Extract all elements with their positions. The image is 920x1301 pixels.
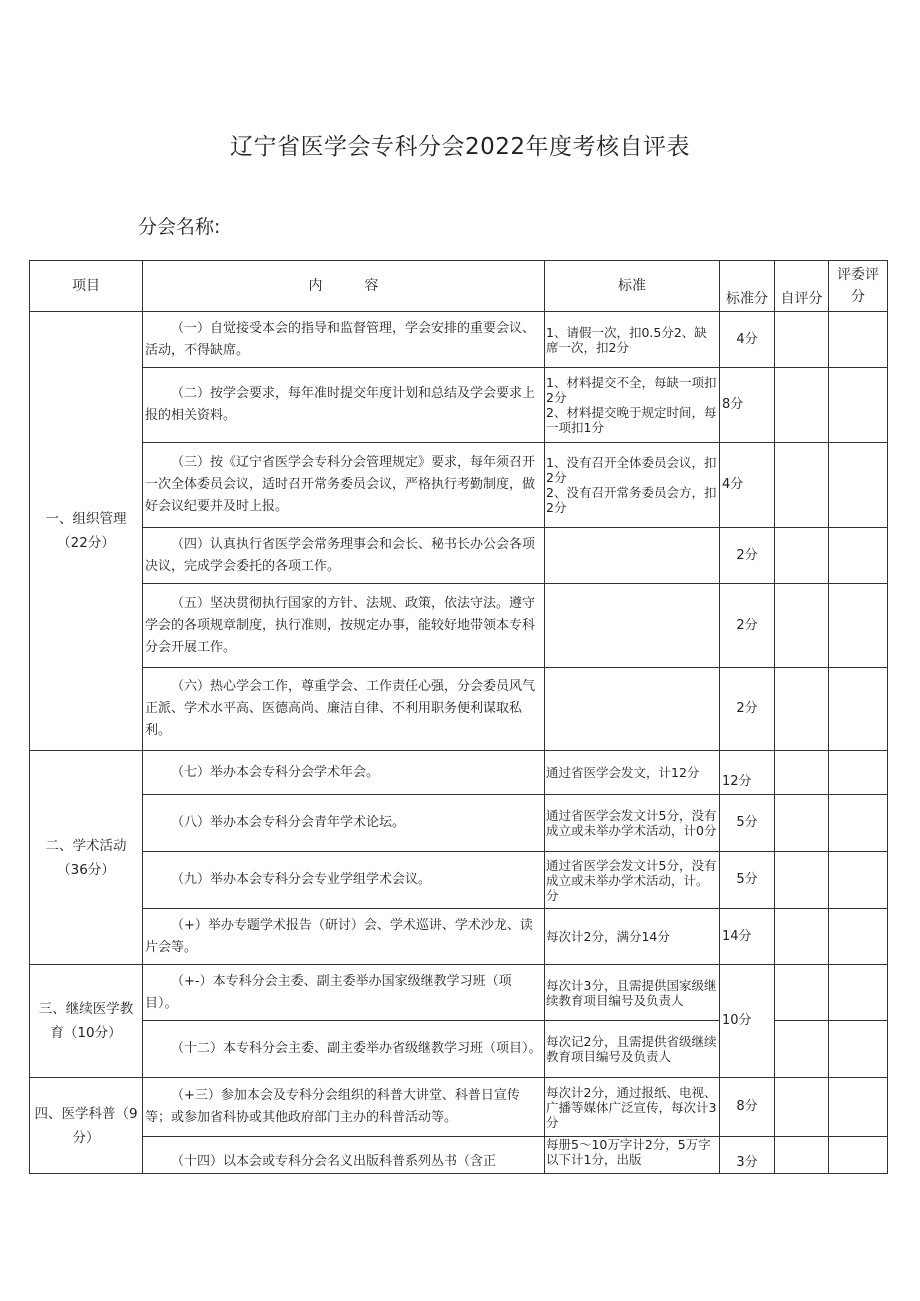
committee-score-cell[interactable]: [829, 751, 888, 795]
row-content: （三）按《辽宁省医学会专科分会管理规定》要求，每年须召开一次全体委员会议，适时召开常务委员会议，严格执行考勤制度，做好会议纪要并及时上报。: [143, 443, 545, 528]
header-standard-score: 标准分: [720, 261, 775, 312]
committee-score-cell[interactable]: [829, 795, 888, 852]
header-item: 项目: [30, 261, 143, 312]
table-row: [30, 965, 888, 1021]
table-row: [30, 852, 888, 909]
row-score: 2分: [720, 668, 775, 751]
self-score-cell[interactable]: [775, 751, 829, 795]
row-standard: 通过省医学会发文计5分，没有成立或未举办学术活动，计0分: [545, 795, 720, 852]
committee-score-cell[interactable]: [829, 528, 888, 584]
row-standard: 1、没有召开全体委员会议，扣2分 2、没有召开常务委员会方，扣2分: [545, 443, 720, 528]
table-row: [30, 312, 888, 368]
committee-score-cell[interactable]: [829, 668, 888, 751]
table-row: [30, 668, 888, 751]
header-standard: 标准: [545, 261, 720, 312]
committee-score-cell[interactable]: [829, 368, 888, 443]
row-standard: 每次计2分，通过报纸、电视、广播等媒体广泛宣传，每次计3分: [545, 1078, 720, 1137]
committee-score-cell[interactable]: [829, 584, 888, 668]
row-score: 4分: [720, 443, 775, 528]
self-score-cell[interactable]: [775, 668, 829, 751]
row-standard: 通过省医学会发文计5分，没有成立或未举办学术活动，计。分: [545, 852, 720, 909]
row-score: 8分: [720, 1078, 775, 1137]
category-organization: 一、组织管理（22分）: [30, 312, 143, 751]
committee-score-cell[interactable]: [829, 1078, 888, 1137]
row-content: （十二）本专科分会主委、副主委举办省级继教学习班（项目）。: [143, 1021, 545, 1078]
branch-name-label: 分会名称:: [138, 216, 221, 238]
row-content: （+-）本专科分会主委、副主委举办国家级继教学习班（项目）。: [143, 965, 545, 1021]
row-standard: [545, 528, 720, 584]
row-score: 4分: [720, 312, 775, 368]
table-row: [30, 1078, 888, 1137]
committee-score-cell[interactable]: [829, 1021, 888, 1078]
row-score: 8分: [720, 368, 775, 443]
self-score-cell[interactable]: [775, 528, 829, 584]
committee-score-cell[interactable]: [829, 443, 888, 528]
row-content: （七）举办本会专科分会学术年会。: [143, 751, 545, 795]
row-standard: 1、请假一次，扣0.5分2、缺席一次，扣2分: [545, 312, 720, 368]
row-standard: [545, 584, 720, 668]
row-standard: [545, 668, 720, 751]
self-score-cell[interactable]: [775, 584, 829, 668]
committee-score-cell[interactable]: [829, 312, 888, 368]
row-content: （八）举办本会专科分会青年学术论坛。: [143, 795, 545, 852]
row-standard: 通过省医学会发文，计12分: [545, 751, 720, 795]
row-content: （二）按学会要求，每年准时提交年度计划和总结及学会要求上报的相关资料。: [143, 368, 545, 443]
row-standard: 每次计2分，满分14分: [545, 909, 720, 965]
row-content: （一）自觉接受本会的指导和监督管理，学会安排的重要会议、活动，不得缺席。: [143, 312, 545, 368]
self-score-cell[interactable]: [775, 368, 829, 443]
row-score: 2分: [720, 528, 775, 584]
committee-score-cell[interactable]: [829, 909, 888, 965]
row-score: 5分: [720, 852, 775, 909]
row-content: （+）举办专题学术报告（研讨）会、学术巡讲、学术沙龙、读片会等。: [143, 909, 545, 965]
committee-score-cell[interactable]: [829, 965, 888, 1021]
self-score-cell[interactable]: [775, 909, 829, 965]
category-science-popularization: 四、医学科普（9分）: [30, 1078, 143, 1174]
self-score-cell[interactable]: [775, 443, 829, 528]
self-score-cell[interactable]: [775, 1078, 829, 1137]
self-score-cell[interactable]: [775, 965, 829, 1021]
assessment-table: [29, 260, 888, 1174]
row-standard: 每次计3分，且需提供国家级继续教育项目编号及负责人: [545, 965, 720, 1021]
committee-score-cell[interactable]: [829, 1137, 888, 1174]
row-score: 14分: [720, 909, 775, 965]
row-standard: 每次记2分，且需提供省级继续教育项目编号及负责人: [545, 1021, 720, 1078]
row-content: （九）举办本会专科分会专业学组学术会议。: [143, 852, 545, 909]
self-score-cell[interactable]: [775, 1137, 829, 1174]
header-committee-score: 评委评分: [829, 261, 888, 312]
row-standard: 1、材料提交不全，每缺一项扣2分 2、材料提交晚于规定时间，每一项扣1分: [545, 368, 720, 443]
committee-score-cell[interactable]: [829, 852, 888, 909]
row-content: （+三）参加本会及专科分会组织的科普大讲堂、科普日宣传等；或参加省科协或其他政府部门主办的科普活动等。: [143, 1078, 545, 1137]
header-self-score: 自评分: [775, 261, 829, 312]
self-score-cell[interactable]: [775, 795, 829, 852]
table-row: [30, 528, 888, 584]
header-content: 内 容: [143, 261, 545, 312]
table-row: [30, 368, 888, 443]
row-standard: 每册5～10万字计2分，5万字以下计1分，出版: [545, 1137, 720, 1174]
row-score: 5分: [720, 795, 775, 852]
self-score-cell[interactable]: [775, 852, 829, 909]
table-header-row: [30, 261, 888, 312]
table-row: [30, 751, 888, 795]
row-score: 2分: [720, 584, 775, 668]
row-content: （六）热心学会工作，尊重学会、工作责任心强，分会委员风气正派、学术水平高、医德高尚、廉洁自律、不利用职务便利谋取私利。: [143, 668, 545, 751]
self-score-cell[interactable]: [775, 1021, 829, 1078]
row-content: （五）坚决贯彻执行国家的方针、法规、政策，依法守法。遵守学会的各项规章制度，执行准则，按规定办事，能较好地带领本专科分会开展工作。: [143, 584, 545, 668]
row-score: 3分: [720, 1137, 775, 1174]
row-score: 12分: [720, 751, 775, 795]
table-row: [30, 584, 888, 668]
table-row: [30, 795, 888, 852]
category-continuing-education: 三、继续医学教育（10分）: [30, 965, 143, 1078]
row-content: （十四）以本会或专科分会名义出版科普系列丛书（含正: [143, 1137, 545, 1174]
table-row: [30, 443, 888, 528]
row-score: 10分: [720, 965, 775, 1078]
table-row: [30, 1137, 888, 1174]
row-content: （四）认真执行省医学会常务理事会和会长、秘书长办公会各项决议，完成学会委托的各项工作。: [143, 528, 545, 584]
category-academic: 二、学术活动（36分）: [30, 751, 143, 965]
document-title: 辽宁省医学会专科分会2022年度考核自评表: [229, 134, 691, 160]
table-row: [30, 909, 888, 965]
self-score-cell[interactable]: [775, 312, 829, 368]
